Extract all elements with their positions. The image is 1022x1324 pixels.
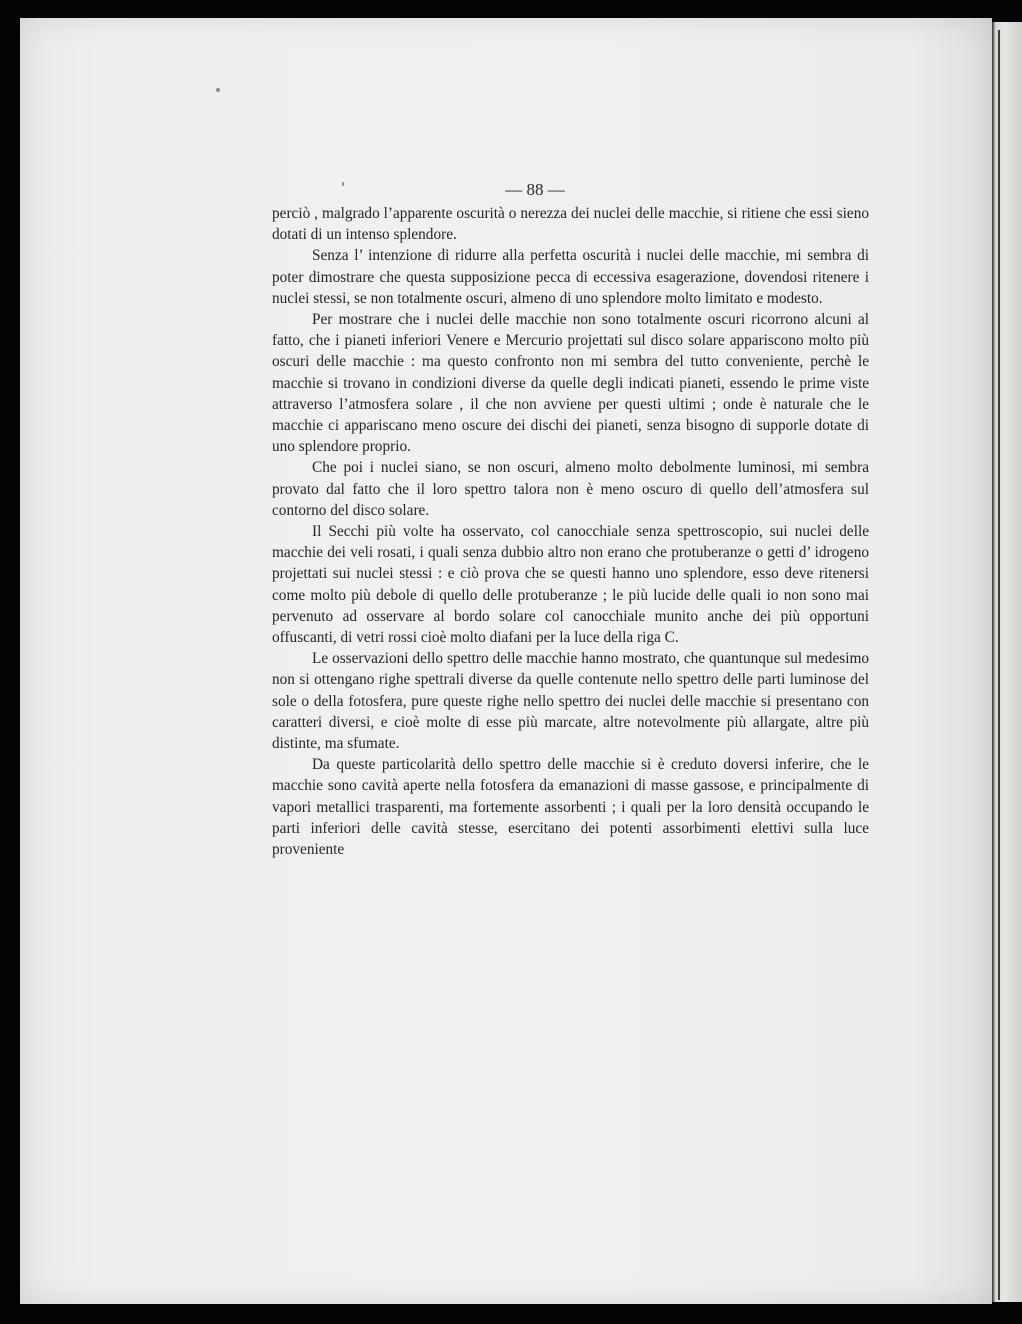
- paragraph: Le osservazioni dello spettro delle macchie hanno mostrato, che quantunque sul medesimo non si ottengano righe spettrali diverse da quelle contenute nello spettro delle parti luminose del sole o della fotosfera, pure queste righe nello spettro dei nuclei delle macchie si presentano con caratteri diversi, e cioè molte di esse più marcate, altre notevolmente più allargate, altre più distinte, ma sfumate.: [272, 650, 869, 753]
- scan-speck: [216, 88, 220, 92]
- page-number: — 88 —: [505, 180, 565, 199]
- paragraph: Il Secchi più volte ha osservato, col canocchiale senza spettroscopio, sui nuclei delle macchie dei veli rosati, i quali senza dubbio altro non erano che protuberanze o getti d’ idrogeno projettati sui nuclei stessi : e ciò prova che se questi hanno uno splendore, esso deve ritenersi come molto più debole di quello delle protuberanze ; le più lucide delle quali io non sono mai pervenuto ad osservare al bordo solare col canocchiale munito anche dei più opportuni offuscanti, di vetri rossi cioè molto diafani per la luce della riga C.: [272, 523, 869, 647]
- paragraph: perciò , malgrado l’apparente oscurità o nerezza dei nuclei delle macchie, si ritiene che essi sieno dotati di un intenso splendore.: [272, 205, 869, 244]
- body-text: [272, 203, 869, 860]
- page-gutter-line: [998, 30, 1000, 1300]
- paragraph: Per mostrare che i nuclei delle macchie non sono totalmente oscuri ricorrono alcuni al fatto, che i pianeti inferiori Venere e Mercurio projettati sul disco solare appariscono molto più oscuri delle macchie : ma questo confronto non mi sembra del tutto conveniente, perchè le macchie si trovano in condizioni diverse da quelle degli indicati pianeti, essendo le prime viste attraverso l’atmosfera solare , il che non avviene per questi ultimi ; onde è naturale che le macchie ci appariscano meno oscure dei dischi dei pianeti, senza bisogno di supporle dotate di uno splendore proprio.: [272, 311, 869, 456]
- paragraph: Che poi i nuclei siano, se non oscuri, almeno molto debolmente luminosi, mi sembra provato dal fatto che il loro spettro talora non è meno oscuro di quello dell’atmosfera sul contorno del disco solare.: [272, 459, 869, 519]
- paragraph: Da queste particolarità dello spettro delle macchie si è creduto doversi inferire, che le macchie sono cavità aperte nella fotosfera da emanazioni di masse gassose, e principalmente di vapori metallici trasparenti, ma fortemente assorbenti ; i quali per la loro densità occupando le parti inferiori delle cavità stesse, esercitano dei potenti assorbimenti elettivi sulla luce proveniente: [272, 756, 869, 859]
- next-page-edge: [992, 22, 1022, 1302]
- paragraph: Senza l’ intenzione di ridurre alla perfetta oscurità i nuclei delle macchie, mi sembra di poter dimostrare che questa supposizione pecca di eccessiva esagerazione, dovendosi ritenere i nuclei stessi, se non totalmente oscuri, almeno di uno splendore molto limitato e modesto.: [272, 247, 869, 307]
